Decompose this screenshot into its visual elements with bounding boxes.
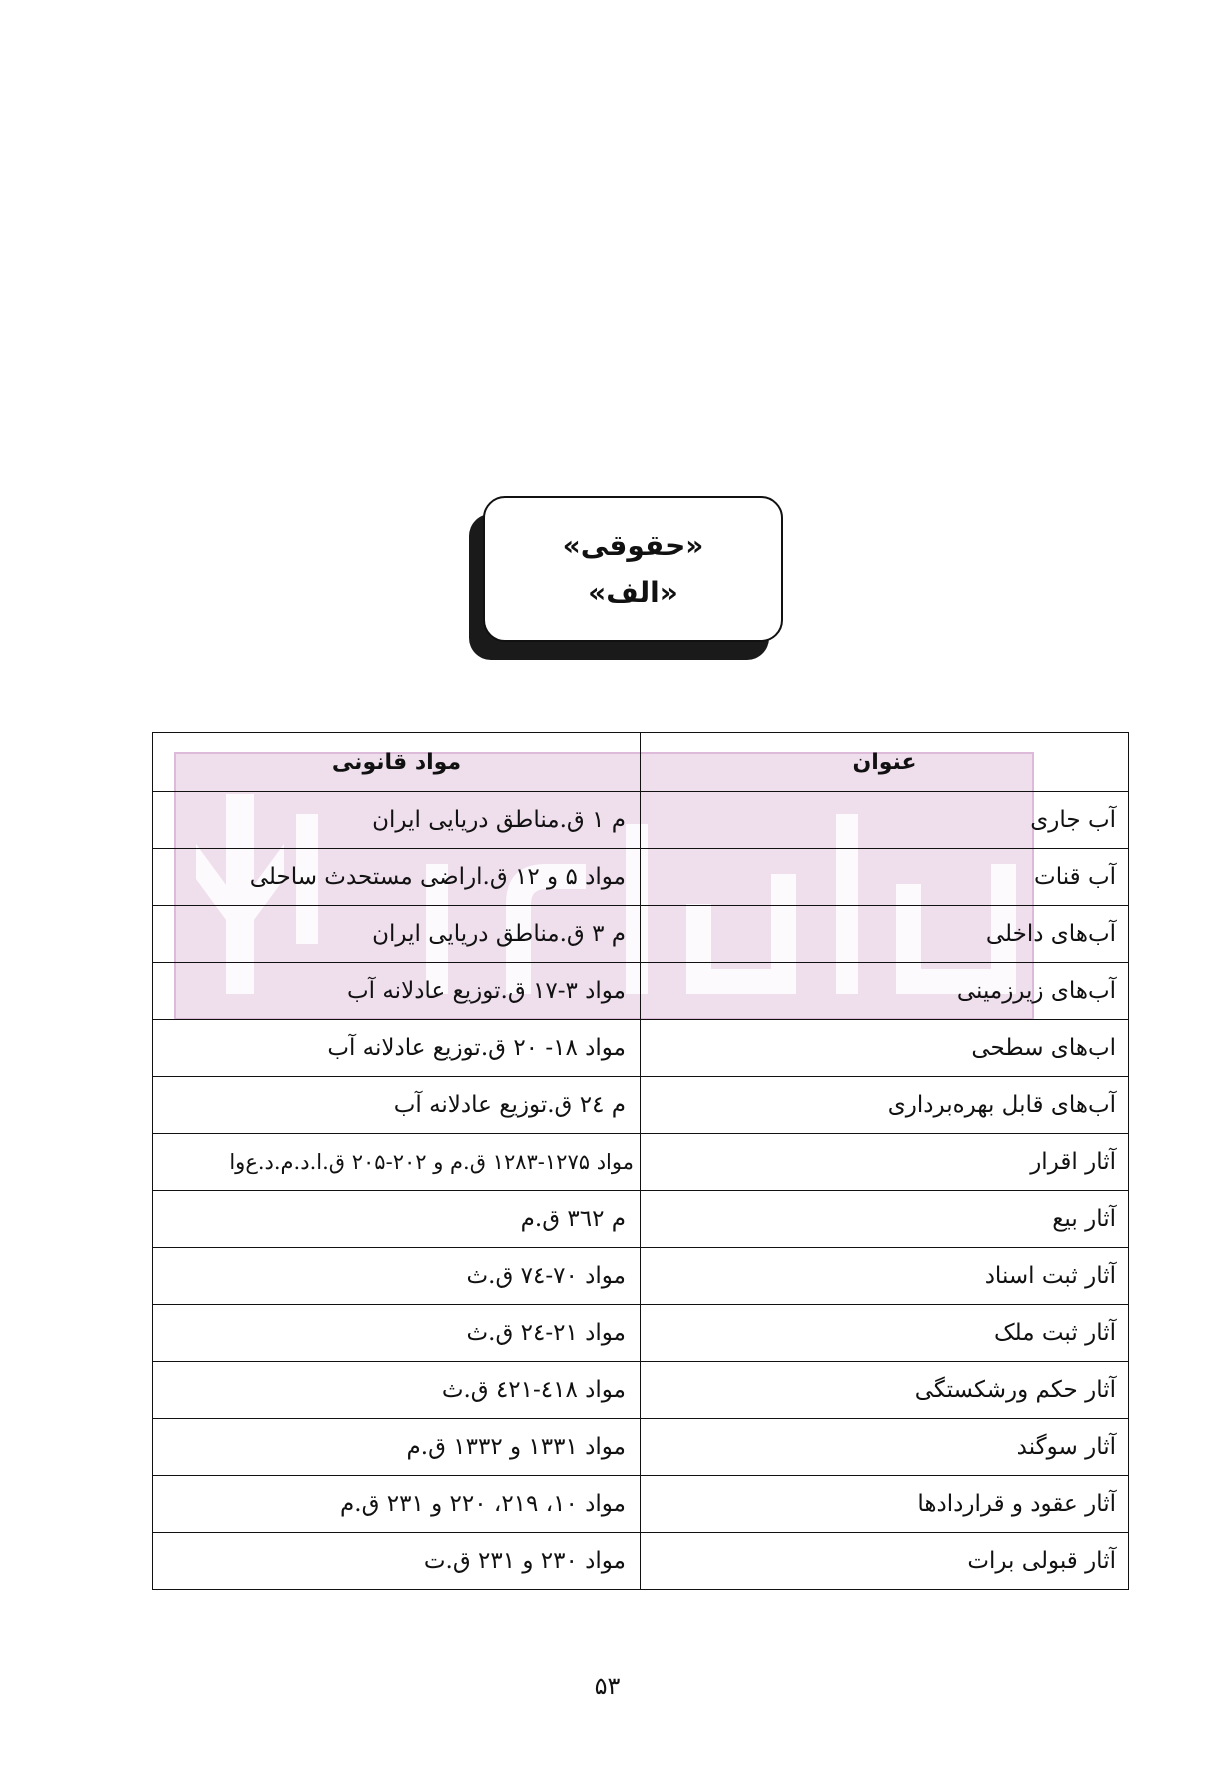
row-title: آب‌های داخلی [641,906,1129,963]
page-number: ۵۳ [594,1672,621,1700]
row-law: م ۳٦۲ ق.م [153,1191,641,1248]
row-law: م ۲٤ ق.توزیع عادلانه آب [153,1077,641,1134]
row-law: مواد ۳-۱۷ ق.توزیع عادلانه آب [153,963,641,1020]
row-law: مواد ۲۱-۲٤ ق.ث [153,1305,641,1362]
row-law: مواد ۲۳۰ و ۲۳۱ ق.ت [153,1533,641,1590]
header-law: مواد قانونی [153,733,641,792]
heading-title: «حقوقی» [562,529,704,562]
row-title: آثار ثبت اسناد [641,1248,1129,1305]
heading-subtitle: «الف» [588,576,678,609]
table-row [153,1362,1129,1419]
row-title: آثار عقود و قراردادها [641,1476,1129,1533]
row-title: آب‌های زیرزمینی [641,963,1129,1020]
table-row [153,1020,1129,1077]
row-law: مواد ۷۰-۷٤ ق.ث [153,1248,641,1305]
row-law: مواد ۱۳۳۱ و ۱۳۳۲ ق.م [153,1419,641,1476]
table-row [153,1191,1129,1248]
row-title: آثار سوگند [641,1419,1129,1476]
row-title: آب‌های قابل بهره‌برداری [641,1077,1129,1134]
table-row [153,1419,1129,1476]
table-row [153,1305,1129,1362]
table-header-row [153,733,1129,792]
heading-box [483,496,783,642]
table-row [153,906,1129,963]
row-law: مواد ۱۲۷۵-۱۲۸۳ ق.م و ۲۰۲-۲۰۵ ق.ا.د.م.د.ع‌وا [153,1134,641,1191]
row-title: اب‌های سطحی [641,1020,1129,1077]
row-law: مواد ۵ و ۱۲ ق.اراضی مستحدث ساحلی [153,849,641,906]
row-title: آثار حکم ورشکستگی [641,1362,1129,1419]
row-law: مواد ۱۸- ۲۰ ق.توزیع عادلانه آب [153,1020,641,1077]
table-row [153,1134,1129,1191]
row-title: آثار اقرار [641,1134,1129,1191]
section-heading [483,496,793,646]
row-title: آثار قبولی برات [641,1533,1129,1590]
table-row [153,963,1129,1020]
legal-index-table-wrap [152,732,1128,1590]
row-title: آب جاری [641,792,1129,849]
table-row [153,1248,1129,1305]
row-law: مواد ٤۱۸-٤۲۱ ق.ث [153,1362,641,1419]
row-law: م ۱ ق.مناطق دریایی ایران [153,792,641,849]
header-title: عنوان [641,733,1129,792]
table-row [153,1533,1129,1590]
row-title: آثار ثبت ملک [641,1305,1129,1362]
table-row [153,1077,1129,1134]
legal-index-table [152,732,1129,1590]
row-title: آثار بیع [641,1191,1129,1248]
row-law: م ۳ ق.مناطق دریایی ایران [153,906,641,963]
row-law: مواد ۱۰، ۲۱۹، ۲۲۰ و ۲۳۱ ق.م [153,1476,641,1533]
table-row [153,1476,1129,1533]
table-row [153,849,1129,906]
row-title: آب قنات [641,849,1129,906]
table-row [153,792,1129,849]
